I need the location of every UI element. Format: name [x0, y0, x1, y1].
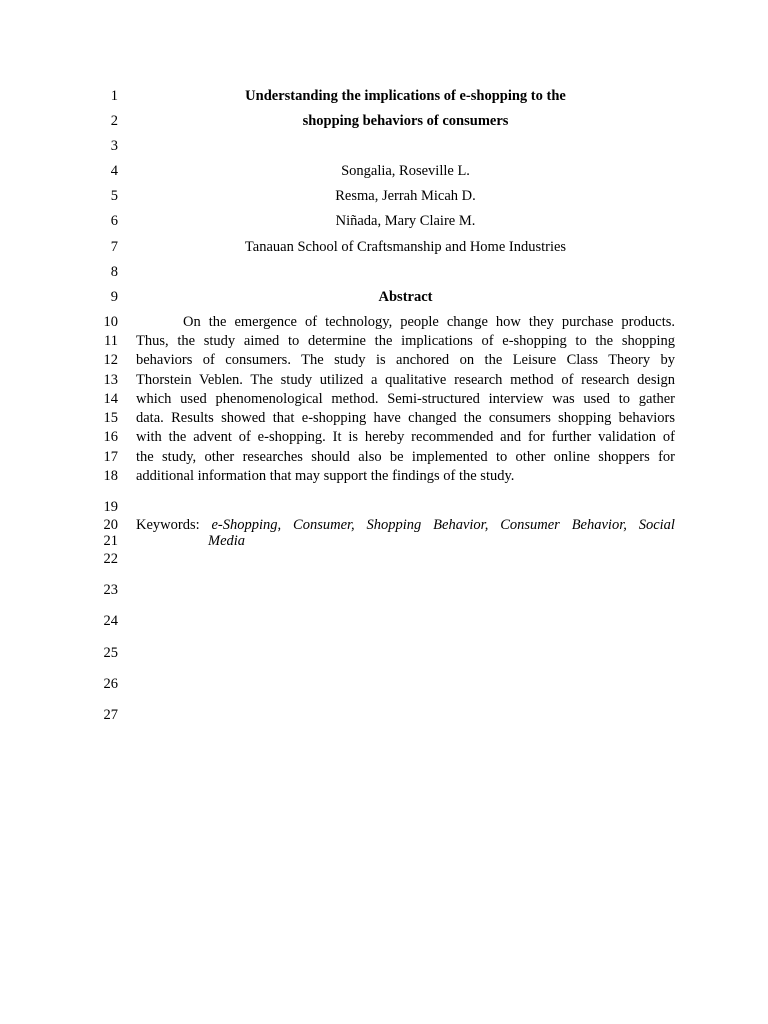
abstract-line: which used phenomenological method. Semi-structured interview was used to gather [136, 391, 675, 407]
affiliation: Tanauan School of Craftsmanship and Home Industries [244, 239, 567, 255]
line-number: 25 [103, 645, 118, 661]
line-number: 9 [110, 289, 118, 305]
line-number: 2 [110, 113, 118, 129]
line-number: 4 [110, 163, 118, 179]
line-number: 23 [103, 582, 118, 598]
author-name: Niñada, Mary Claire M. [335, 213, 476, 229]
line-number: 22 [103, 551, 118, 567]
keyword: Consumer, [293, 517, 355, 533]
keyword: Consumer [500, 517, 560, 533]
line-number: 1 [110, 88, 118, 104]
line-number: 27 [103, 707, 118, 723]
keyword: Behavior, [433, 517, 489, 533]
abstract-line: with the advent of e-shopping. It is hereby recommended and for further validation of [136, 429, 675, 445]
line-number: 18 [103, 468, 118, 484]
line-number: 17 [103, 449, 118, 465]
line-number: 26 [103, 676, 118, 692]
abstract-line: On the emergence of technology, people change how they purchase products. [183, 314, 675, 330]
line-number: 24 [103, 613, 118, 629]
line-number: 14 [103, 391, 118, 407]
line-number: 5 [110, 188, 118, 204]
abstract-line: the study, other researches should also be implemented to other online shoppers for [136, 449, 675, 465]
abstract-line: Thus, the study aimed to determine the implications of e-shopping to the shopping [136, 333, 675, 349]
abstract-heading: Abstract [378, 289, 433, 305]
keywords-line [136, 517, 675, 534]
abstract-line: additional information that may support the findings of the study. [136, 468, 515, 484]
line-number: 12 [103, 352, 118, 368]
keyword: Social [638, 517, 675, 533]
keyword: Behavior, [571, 517, 627, 533]
line-number: 11 [104, 333, 118, 349]
line-number: 7 [110, 239, 118, 255]
keyword: e-Shopping, [211, 517, 282, 533]
paper-title-line-1: Understanding the implications of e-shopping to the [245, 88, 566, 104]
line-number: 10 [103, 314, 118, 330]
keyword: Media [208, 533, 246, 549]
keyword: Shopping [366, 517, 422, 533]
keywords-label: Keywords: [136, 517, 200, 533]
abstract-line: Thorstein Veblen. The study utilized a qualitative research method of research design [136, 372, 675, 388]
abstract-line: data. Results showed that e-shopping have changed the consumers shopping behaviors [136, 410, 675, 426]
line-number: 6 [110, 213, 118, 229]
line-number: 13 [103, 372, 118, 388]
line-number: 21 [103, 533, 118, 549]
line-number: 19 [103, 499, 118, 515]
author-name: Resma, Jerrah Micah D. [335, 188, 476, 204]
author-name: Songalia, Roseville L. [341, 163, 470, 179]
paper-title-line-2: shopping behaviors of consumers [302, 113, 509, 129]
line-number: 3 [110, 138, 118, 154]
line-number: 8 [110, 264, 118, 280]
line-number: 20 [103, 517, 118, 533]
line-number: 16 [103, 429, 118, 445]
line-number: 15 [103, 410, 118, 426]
abstract-line: behaviors of consumers. The study is anchored on the Leisure Class Theory by [136, 352, 675, 368]
